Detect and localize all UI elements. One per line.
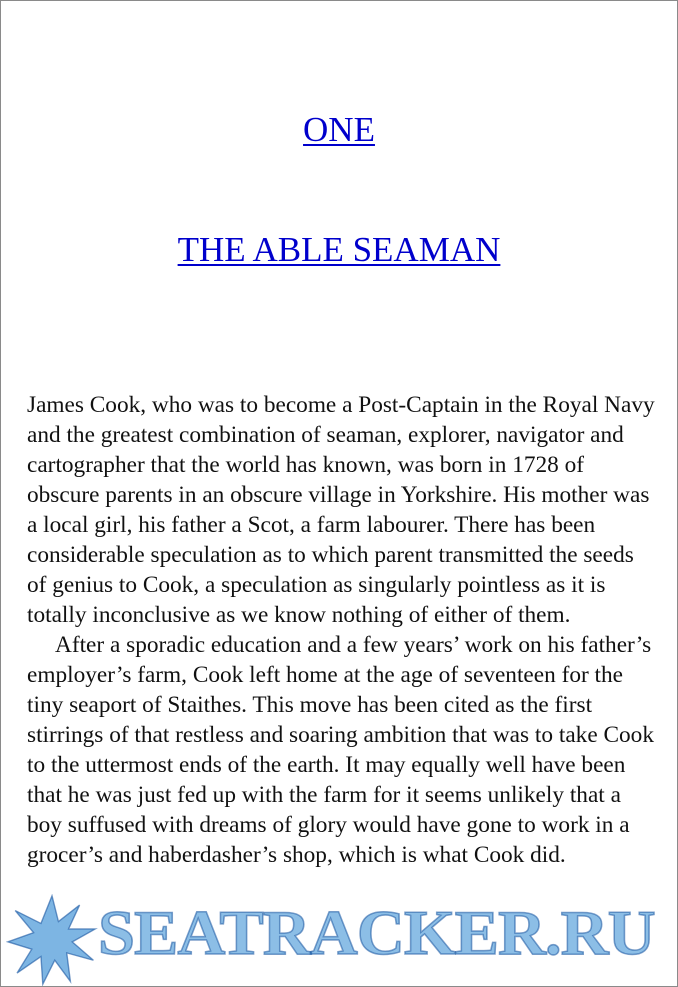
chapter-body — [27, 390, 655, 870]
paragraph-2: After a sporadic education and a few years’ work on his father’s employer’s farm, Cook left home at the age of seventeen for the tiny seaport of Staithes. This move has been cited as the first stirrings of that restless and soaring ambition that was to take Cook to the uttermost ends of the earth. It may equally well have been that he was just fed up with the farm for it seems unlikely that a boy suffused with dreams of glory would have gone to work in a grocer’s and haberdasher’s shop, which is what Cook did. — [27, 632, 654, 868]
watermark-text: SEATRACKER.RU — [98, 897, 655, 968]
starburst-icon — [6, 894, 98, 986]
chapter-title-link[interactable]: THE ABLE SEAMAN — [177, 230, 501, 269]
watermark — [0, 880, 678, 987]
chapter-number-link[interactable]: ONE — [303, 110, 375, 149]
paragraph-1: James Cook, who was to become a Post-Captain in the Royal Navy and the greatest combination of seaman, explorer, navigator and cartographer that the world has known, was born in 1728 of obscure parents in an obscure village in Yorkshire. His mother was a local girl, his father a Scot, a farm labourer. There has been considerable speculation as to which parent transmitted the seeds of genius to Cook, a speculation as singularly pointless as it is totally inconclusive as we know nothing of either of them. — [27, 392, 655, 628]
